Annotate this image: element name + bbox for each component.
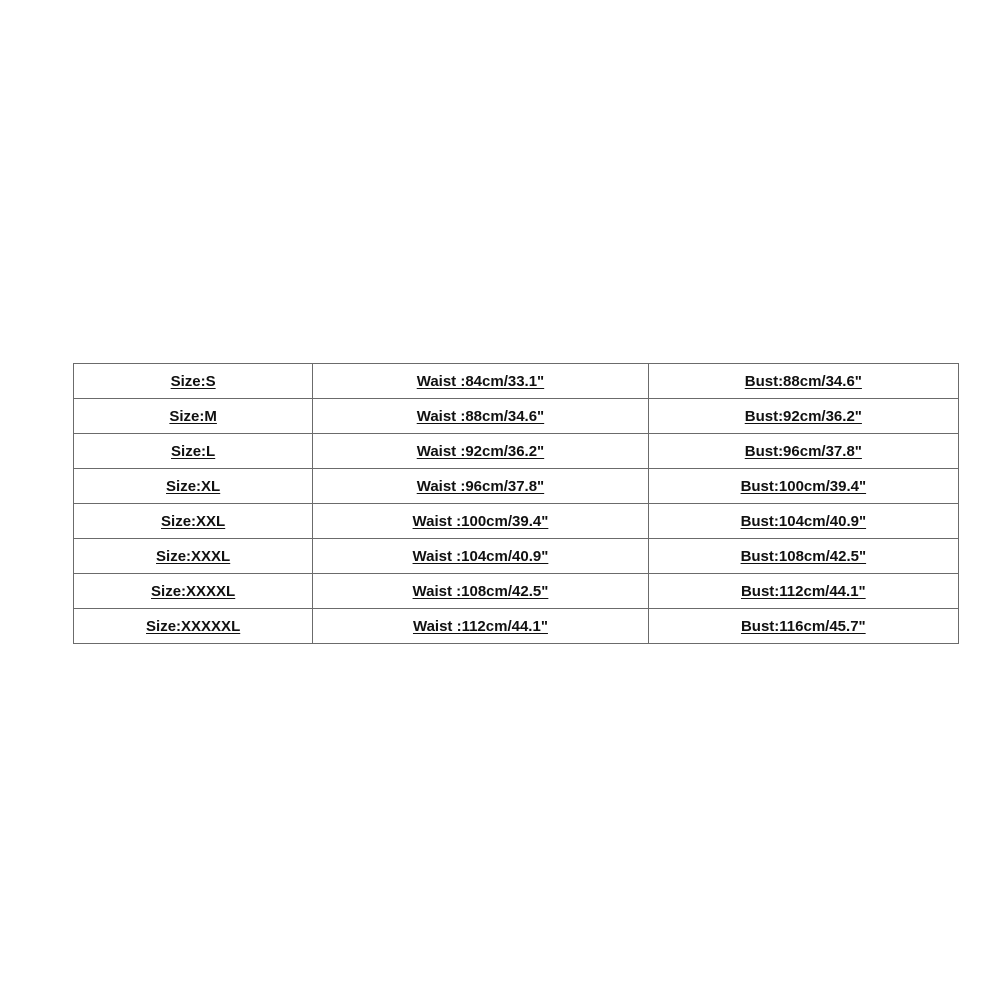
table-row xyxy=(74,399,959,434)
waist-cell: Waist :96cm/37.8" xyxy=(313,469,648,504)
waist-cell: Waist :88cm/34.6" xyxy=(313,399,648,434)
size-cell: Size:L xyxy=(74,434,313,469)
waist-cell: Waist :108cm/42.5" xyxy=(313,574,648,609)
waist-cell: Waist :84cm/33.1" xyxy=(313,364,648,399)
bust-cell: Bust:104cm/40.9" xyxy=(648,504,958,539)
bust-cell: Bust:96cm/37.8" xyxy=(648,434,958,469)
table-row xyxy=(74,539,959,574)
size-chart-table xyxy=(73,363,959,644)
bust-cell: Bust:92cm/36.2" xyxy=(648,399,958,434)
size-cell: Size:M xyxy=(74,399,313,434)
table-row xyxy=(74,469,959,504)
table-row xyxy=(74,504,959,539)
table-row xyxy=(74,434,959,469)
waist-cell: Waist :92cm/36.2" xyxy=(313,434,648,469)
size-cell: Size:S xyxy=(74,364,313,399)
waist-cell: Waist :112cm/44.1" xyxy=(313,609,648,644)
size-cell: Size:XL xyxy=(74,469,313,504)
bust-cell: Bust:112cm/44.1" xyxy=(648,574,958,609)
bust-cell: Bust:108cm/42.5" xyxy=(648,539,958,574)
size-cell: Size:XXXL xyxy=(74,539,313,574)
bust-cell: Bust:88cm/34.6" xyxy=(648,364,958,399)
table-row xyxy=(74,574,959,609)
size-cell: Size:XXXXXL xyxy=(74,609,313,644)
waist-cell: Waist :100cm/39.4" xyxy=(313,504,648,539)
size-chart-body xyxy=(74,364,959,644)
bust-cell: Bust:116cm/45.7" xyxy=(648,609,958,644)
table-row xyxy=(74,609,959,644)
waist-cell: Waist :104cm/40.9" xyxy=(313,539,648,574)
size-cell: Size:XXL xyxy=(74,504,313,539)
size-cell: Size:XXXXL xyxy=(74,574,313,609)
bust-cell: Bust:100cm/39.4" xyxy=(648,469,958,504)
table-row xyxy=(74,364,959,399)
